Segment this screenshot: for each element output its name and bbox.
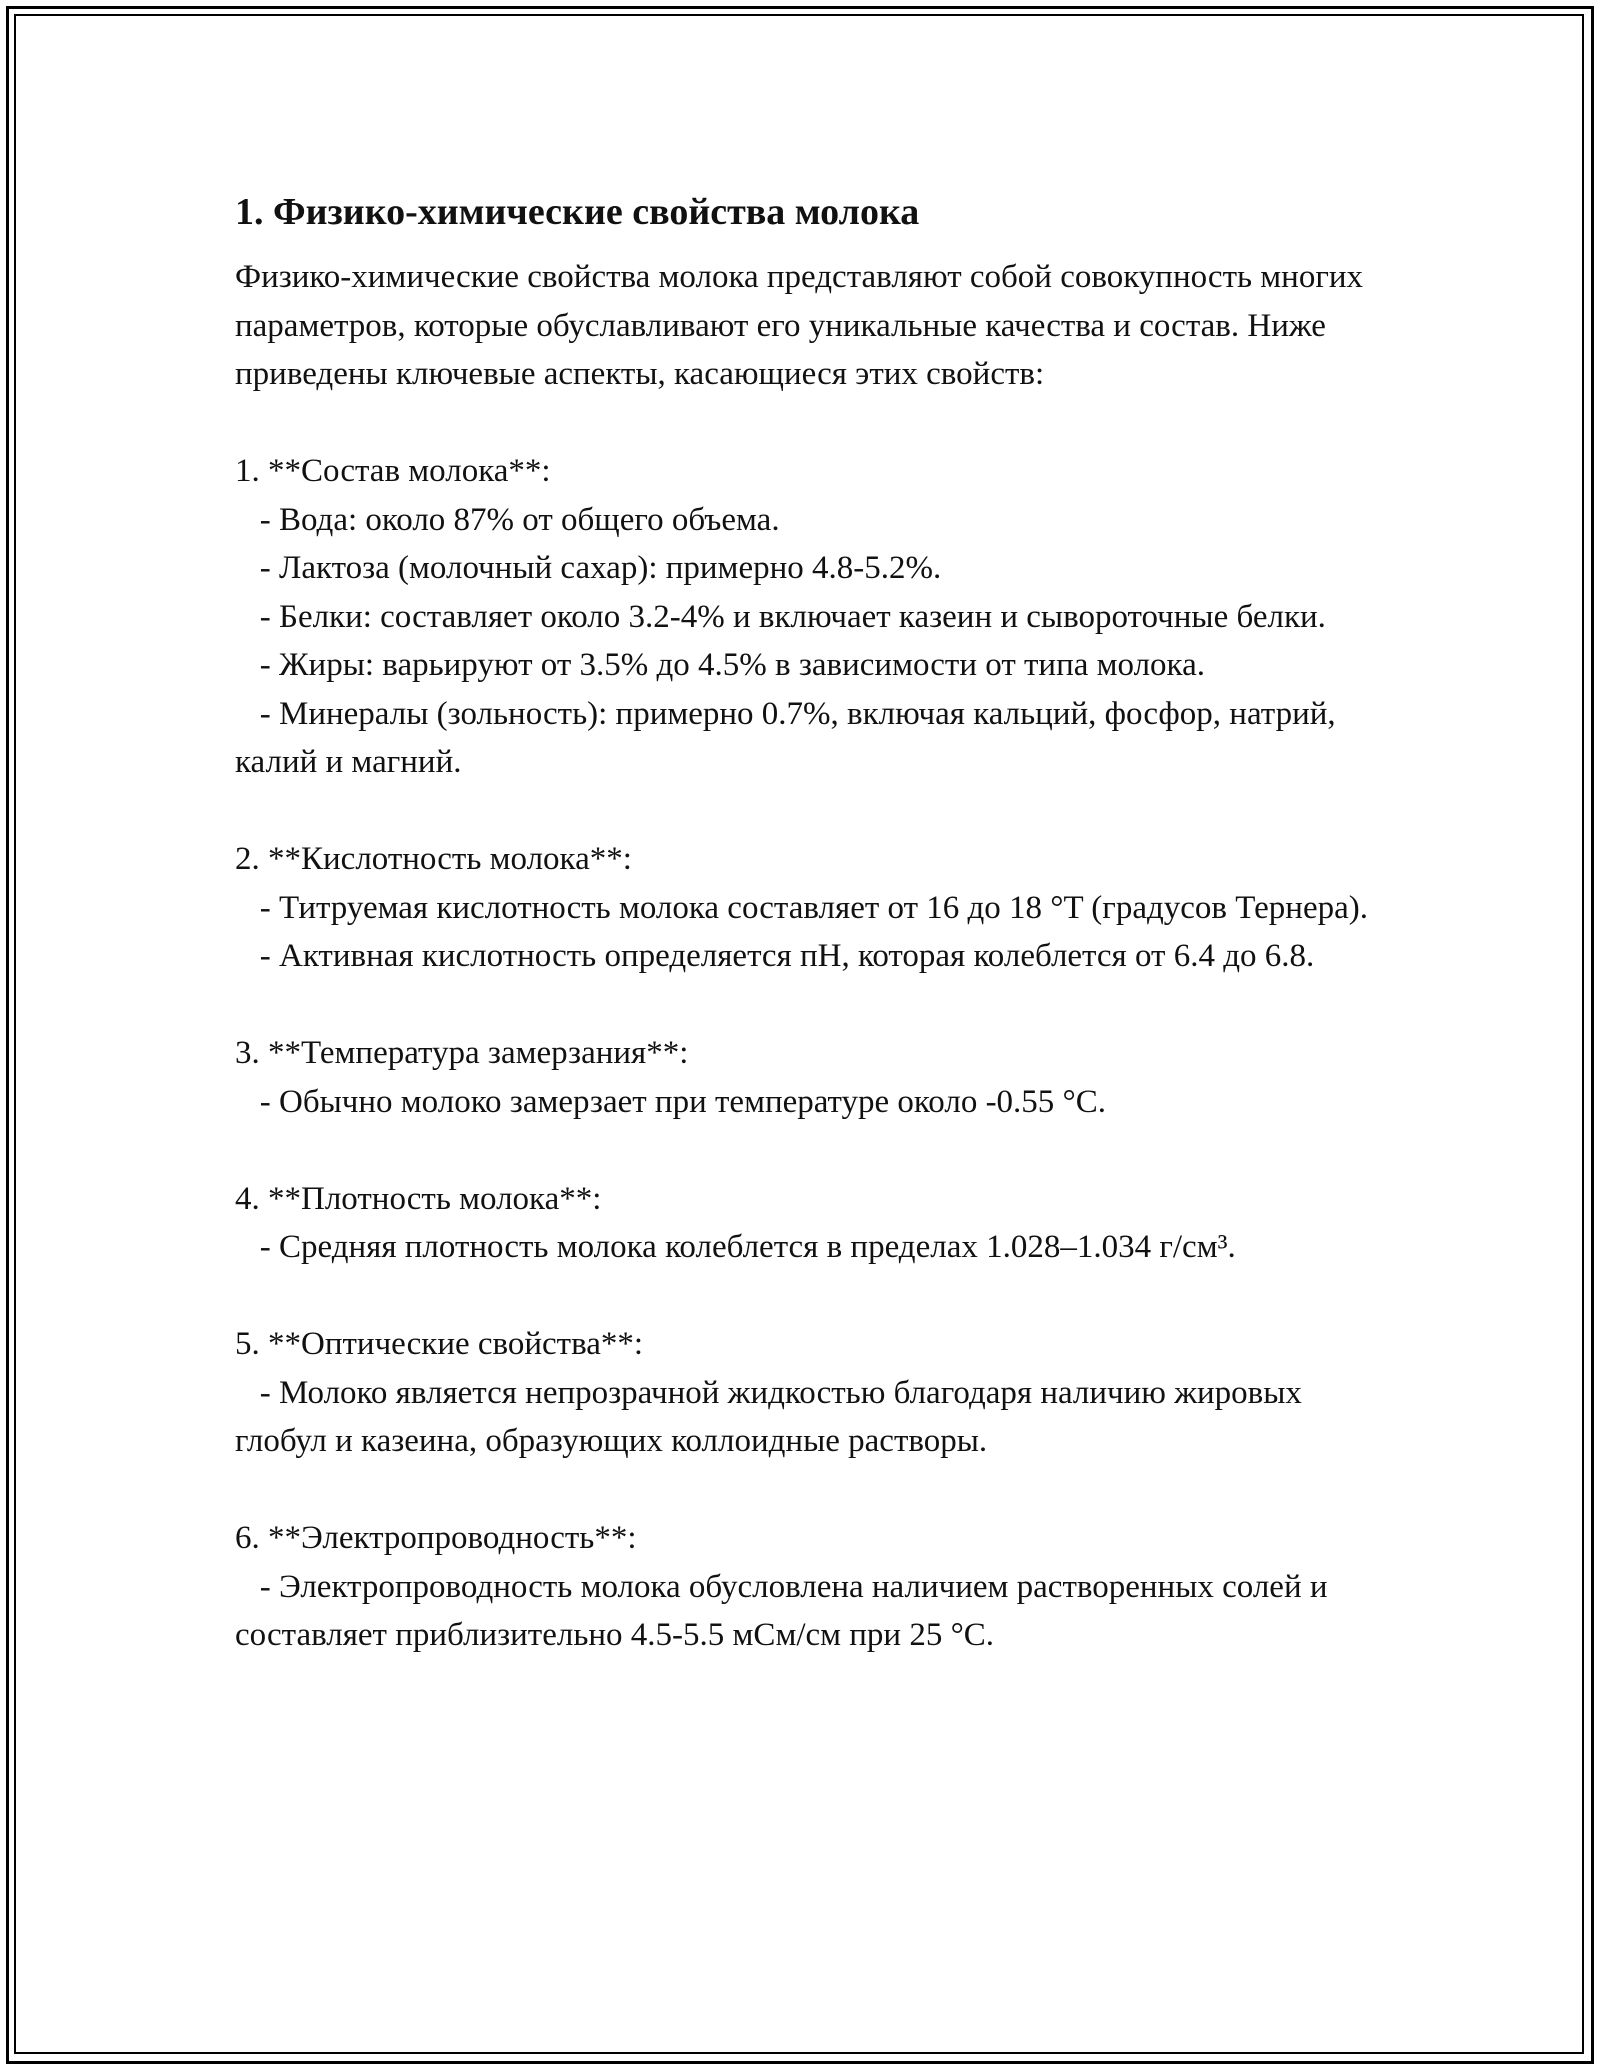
list-item: - Лактоза (молочный сахар): примерно 4.8-5.2%. [235, 550, 942, 586]
section-acidity [235, 835, 1375, 981]
section-heading: 6. **Электропроводность**: [235, 1520, 637, 1556]
section-optical [235, 1320, 1375, 1466]
spacer [235, 399, 1375, 448]
document-page [235, 185, 1375, 1660]
list-item: - Белки: составляет около 3.2-4% и включает казеин и сывороточные белки. [235, 598, 1326, 635]
list-item: - Электропроводность молока обусловлена наличием растворенных солей и составляет приблизительно 4.5-5.5 мСм/см при 25 °C. [235, 1568, 1336, 1653]
document-title: 1. Физико-химические свойства молока [235, 191, 920, 233]
list-item: - Титруемая кислотность молока составляет от 16 до 18 °T (градусов Тернера). [235, 889, 1368, 926]
section-heading: 5. **Оптические свойства**: [235, 1326, 644, 1362]
section-freezing-point [235, 1029, 1375, 1126]
spacer [235, 1272, 1375, 1321]
list-item: - Жиры: варьируют от 3.5% до 4.5% в зависимости от типа молока. [235, 647, 1205, 683]
list-item: - Обычно молоко замерзает при температуре около -0.55 °C. [235, 1083, 1107, 1120]
spacer [235, 787, 1375, 836]
section-heading: 4. **Плотность молока**: [235, 1180, 602, 1217]
spacer [235, 981, 1375, 1030]
section-composition [235, 447, 1375, 787]
section-conductivity [235, 1514, 1375, 1660]
list-item: - Средняя плотность молока колеблется в пределах 1.028–1.034 г/см³. [235, 1229, 1236, 1265]
section-heading: 2. **Кислотность молока**: [235, 841, 632, 877]
list-item: - Вода: около 87% от общего объема. [235, 501, 780, 538]
section-density [235, 1175, 1375, 1272]
list-item: - Молоко является непрозрачной жидкостью благодаря наличию жировых глобул и казеина, образующих коллоидные растворы. [235, 1374, 1311, 1459]
section-heading: 1. **Состав молока**: [235, 453, 551, 489]
spacer [235, 1126, 1375, 1175]
spacer [235, 1466, 1375, 1515]
list-item: - Активная кислотность определяется пН, которая колеблется от 6.4 до 6.8. [235, 938, 1315, 974]
intro-paragraph: Физико-химические свойства молока представляют собой совокупность многих параметров, которые обуславливают его уникальные качества и состав. Ниже приведены ключевые аспекты, касающиеся этих свойств: [235, 259, 1372, 392]
list-item: - Минералы (зольность): примерно 0.7%, включая кальций, фосфор, натрий, калий и магний. [235, 695, 1344, 780]
section-heading: 3. **Температура замерзания**: [235, 1035, 689, 1071]
